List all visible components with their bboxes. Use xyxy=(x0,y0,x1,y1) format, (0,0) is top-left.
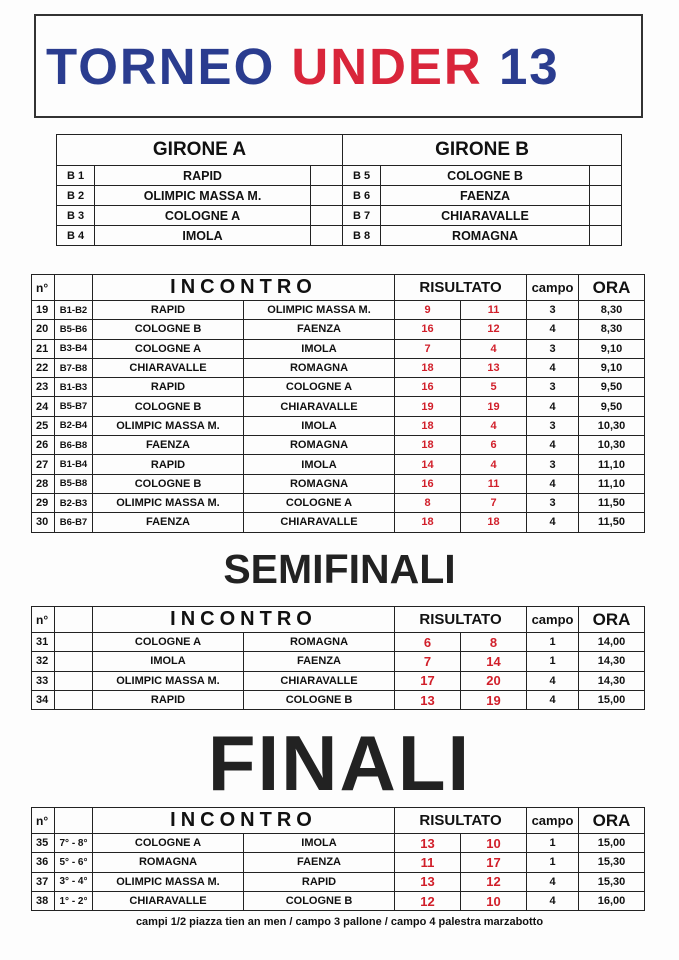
group-a-team: COLOGNE A xyxy=(95,206,311,226)
group-b-blank xyxy=(590,226,622,246)
header-row xyxy=(32,275,645,301)
header-number: n° xyxy=(32,808,55,834)
table-row xyxy=(32,671,645,690)
match-campo: 4 xyxy=(527,436,579,455)
match-pairing xyxy=(55,671,93,690)
away-score: 7 xyxy=(461,493,527,512)
match-number: 38 xyxy=(32,891,55,910)
group-a-code: B 3 xyxy=(57,206,95,226)
match-pairing: B5-B8 xyxy=(55,474,93,493)
header-campo: campo xyxy=(527,808,579,834)
away-team: CHIARAVALLE xyxy=(244,513,395,532)
header-result: RISULTATO xyxy=(395,275,527,301)
away-score: 4 xyxy=(461,455,527,474)
header-ora: ORA xyxy=(579,808,645,834)
match-number: 23 xyxy=(32,378,55,397)
match-pairing: B7-B8 xyxy=(55,358,93,377)
group-a-blank xyxy=(311,166,343,186)
match-pairing: 7° - 8° xyxy=(55,834,93,853)
home-score: 8 xyxy=(395,493,461,512)
match-campo: 3 xyxy=(527,455,579,474)
header-campo: campo xyxy=(527,275,579,301)
group-b-title: GIRONE B xyxy=(343,135,622,166)
home-team: RAPID xyxy=(93,455,244,474)
group-a-team: IMOLA xyxy=(95,226,311,246)
home-team: RAPID xyxy=(93,301,244,320)
header-row xyxy=(32,607,645,633)
header-blank xyxy=(55,607,93,633)
away-score: 13 xyxy=(461,358,527,377)
home-score: 12 xyxy=(395,891,461,910)
table-row xyxy=(32,378,645,397)
home-score: 19 xyxy=(395,397,461,416)
table-row xyxy=(32,633,645,652)
table-row xyxy=(32,513,645,532)
group-b-code: B 6 xyxy=(343,186,381,206)
away-team: IMOLA xyxy=(244,455,395,474)
home-team: IMOLA xyxy=(93,652,244,671)
match-time: 15,30 xyxy=(579,872,645,891)
match-time: 15,00 xyxy=(579,690,645,709)
home-score: 16 xyxy=(395,378,461,397)
header-number: n° xyxy=(32,275,55,301)
match-number: 32 xyxy=(32,652,55,671)
home-score: 16 xyxy=(395,320,461,339)
finals-title: FINALI xyxy=(207,719,472,807)
match-number: 24 xyxy=(32,397,55,416)
match-pairing: B1-B2 xyxy=(55,301,93,320)
match-number: 31 xyxy=(32,633,55,652)
away-team: IMOLA xyxy=(244,834,395,853)
away-team: ROMAGNA xyxy=(244,436,395,455)
match-number: 22 xyxy=(32,358,55,377)
away-team: ROMAGNA xyxy=(244,474,395,493)
group-matches-table xyxy=(31,274,645,533)
home-team: OLIMPIC MASSA M. xyxy=(93,671,244,690)
page-title xyxy=(46,37,560,96)
match-time: 11,10 xyxy=(579,455,645,474)
match-pairing: 1° - 2° xyxy=(55,891,93,910)
group-row xyxy=(57,186,622,206)
away-team: CHIARAVALLE xyxy=(244,397,395,416)
match-time: 15,30 xyxy=(579,853,645,872)
header-match: INCONTRO xyxy=(93,607,395,633)
home-team: ROMAGNA xyxy=(93,853,244,872)
title-word-2: UNDER xyxy=(291,37,483,95)
home-team: COLOGNE B xyxy=(93,320,244,339)
group-a-blank xyxy=(311,226,343,246)
match-campo: 4 xyxy=(527,474,579,493)
group-b-blank xyxy=(590,186,622,206)
away-team: ROMAGNA xyxy=(244,358,395,377)
home-team: COLOGNE A xyxy=(93,834,244,853)
match-campo: 4 xyxy=(527,671,579,690)
match-campo: 4 xyxy=(527,358,579,377)
table-row xyxy=(32,853,645,872)
match-campo: 3 xyxy=(527,301,579,320)
match-number: 35 xyxy=(32,834,55,853)
match-number: 19 xyxy=(32,301,55,320)
match-pairing: B6-B8 xyxy=(55,436,93,455)
match-pairing: B1-B4 xyxy=(55,455,93,474)
match-campo: 3 xyxy=(527,378,579,397)
header-row xyxy=(32,808,645,834)
away-team: FAENZA xyxy=(244,320,395,339)
header-number: n° xyxy=(32,607,55,633)
home-team: COLOGNE A xyxy=(93,339,244,358)
match-campo: 4 xyxy=(527,397,579,416)
match-number: 25 xyxy=(32,416,55,435)
group-b-code: B 5 xyxy=(343,166,381,186)
match-pairing xyxy=(55,690,93,709)
away-score: 20 xyxy=(461,671,527,690)
away-score: 5 xyxy=(461,378,527,397)
match-time: 11,50 xyxy=(579,493,645,512)
away-score: 12 xyxy=(461,320,527,339)
home-score: 13 xyxy=(395,872,461,891)
home-score: 7 xyxy=(395,339,461,358)
footer-note: campi 1/2 piazza tien an men / campo 3 pallone / campo 4 palestra marzabotto xyxy=(135,916,544,928)
home-team: RAPID xyxy=(93,378,244,397)
table-row xyxy=(32,834,645,853)
group-a-blank xyxy=(311,186,343,206)
match-time: 9,10 xyxy=(579,358,645,377)
match-campo: 4 xyxy=(527,872,579,891)
title-box xyxy=(34,14,643,118)
table-row xyxy=(32,652,645,671)
finals-table xyxy=(31,807,645,911)
away-score: 8 xyxy=(461,633,527,652)
match-number: 30 xyxy=(32,513,55,532)
match-campo: 3 xyxy=(527,339,579,358)
title-word-3: 13 xyxy=(498,37,560,95)
home-team: CHIARAVALLE xyxy=(93,891,244,910)
match-pairing: B1-B3 xyxy=(55,378,93,397)
away-team: OLIMPIC MASSA M. xyxy=(244,301,395,320)
match-number: 37 xyxy=(32,872,55,891)
group-a-team: OLIMPIC MASSA M. xyxy=(95,186,311,206)
header-ora: ORA xyxy=(579,607,645,633)
match-number: 21 xyxy=(32,339,55,358)
header-result: RISULTATO xyxy=(395,808,527,834)
match-pairing: 3° - 4° xyxy=(55,872,93,891)
group-b-code: B 8 xyxy=(343,226,381,246)
away-score: 10 xyxy=(461,834,527,853)
away-score: 4 xyxy=(461,416,527,435)
match-campo: 3 xyxy=(527,416,579,435)
table-row xyxy=(32,339,645,358)
match-number: 20 xyxy=(32,320,55,339)
home-team: OLIMPIC MASSA M. xyxy=(93,416,244,435)
match-number: 36 xyxy=(32,853,55,872)
away-team: COLOGNE A xyxy=(244,378,395,397)
home-score: 18 xyxy=(395,416,461,435)
match-pairing: B5-B7 xyxy=(55,397,93,416)
match-time: 15,00 xyxy=(579,834,645,853)
header-blank xyxy=(55,808,93,834)
table-row xyxy=(32,455,645,474)
away-score: 4 xyxy=(461,339,527,358)
header-match: INCONTRO xyxy=(93,275,395,301)
match-pairing: B3-B4 xyxy=(55,339,93,358)
away-team: IMOLA xyxy=(244,416,395,435)
match-time: 10,30 xyxy=(579,436,645,455)
group-row xyxy=(57,166,622,186)
match-number: 33 xyxy=(32,671,55,690)
match-number: 27 xyxy=(32,455,55,474)
group-a-blank xyxy=(311,206,343,226)
match-campo: 4 xyxy=(527,320,579,339)
away-team: COLOGNE A xyxy=(244,493,395,512)
table-row xyxy=(32,301,645,320)
match-campo: 4 xyxy=(527,690,579,709)
away-score: 11 xyxy=(461,301,527,320)
match-pairing: B2-B4 xyxy=(55,416,93,435)
away-team: FAENZA xyxy=(244,652,395,671)
match-time: 16,00 xyxy=(579,891,645,910)
group-a-title: GIRONE A xyxy=(57,135,343,166)
match-pairing xyxy=(55,652,93,671)
home-team: CHIARAVALLE xyxy=(93,358,244,377)
home-score: 13 xyxy=(395,834,461,853)
table-row xyxy=(32,397,645,416)
home-team: COLOGNE B xyxy=(93,474,244,493)
home-score: 14 xyxy=(395,455,461,474)
home-score: 11 xyxy=(395,853,461,872)
home-score: 17 xyxy=(395,671,461,690)
home-score: 16 xyxy=(395,474,461,493)
home-score: 18 xyxy=(395,513,461,532)
away-score: 6 xyxy=(461,436,527,455)
group-a-code: B 4 xyxy=(57,226,95,246)
match-number: 34 xyxy=(32,690,55,709)
match-pairing: B2-B3 xyxy=(55,493,93,512)
header-match: INCONTRO xyxy=(93,808,395,834)
table-row xyxy=(32,436,645,455)
group-b-blank xyxy=(590,166,622,186)
table-row xyxy=(32,474,645,493)
away-score: 11 xyxy=(461,474,527,493)
match-time: 14,00 xyxy=(579,633,645,652)
table-row xyxy=(32,891,645,910)
match-pairing: B5-B6 xyxy=(55,320,93,339)
away-score: 19 xyxy=(461,397,527,416)
away-score: 14 xyxy=(461,652,527,671)
home-score: 13 xyxy=(395,690,461,709)
away-score: 19 xyxy=(461,690,527,709)
group-b-code: B 7 xyxy=(343,206,381,226)
home-team: OLIMPIC MASSA M. xyxy=(93,872,244,891)
table-row xyxy=(32,493,645,512)
header-campo: campo xyxy=(527,607,579,633)
match-number: 26 xyxy=(32,436,55,455)
match-campo: 1 xyxy=(527,633,579,652)
match-campo: 4 xyxy=(527,891,579,910)
table-row xyxy=(32,690,645,709)
groups-table xyxy=(56,134,622,246)
match-time: 8,30 xyxy=(579,301,645,320)
match-pairing xyxy=(55,633,93,652)
title-word-1: TORNEO xyxy=(46,37,276,95)
home-team: FAENZA xyxy=(93,436,244,455)
away-team: COLOGNE B xyxy=(244,690,395,709)
group-a-team: RAPID xyxy=(95,166,311,186)
group-b-team: CHIARAVALLE xyxy=(381,206,590,226)
match-time: 14,30 xyxy=(579,671,645,690)
table-row xyxy=(32,320,645,339)
away-team: FAENZA xyxy=(244,853,395,872)
header-blank xyxy=(55,275,93,301)
match-campo: 1 xyxy=(527,652,579,671)
away-score: 12 xyxy=(461,872,527,891)
match-pairing: 5° - 6° xyxy=(55,853,93,872)
home-team: OLIMPIC MASSA M. xyxy=(93,493,244,512)
semifinals-title: SEMIFINALI xyxy=(223,546,456,592)
match-campo: 1 xyxy=(527,853,579,872)
match-campo: 4 xyxy=(527,513,579,532)
group-a-code: B 2 xyxy=(57,186,95,206)
match-number: 28 xyxy=(32,474,55,493)
group-b-blank xyxy=(590,206,622,226)
match-time: 11,10 xyxy=(579,474,645,493)
header-ora: ORA xyxy=(579,275,645,301)
home-score: 7 xyxy=(395,652,461,671)
table-row xyxy=(32,872,645,891)
group-row xyxy=(57,226,622,246)
match-pairing: B6-B7 xyxy=(55,513,93,532)
home-score: 6 xyxy=(395,633,461,652)
home-team: RAPID xyxy=(93,690,244,709)
home-team: FAENZA xyxy=(93,513,244,532)
match-time: 9,50 xyxy=(579,378,645,397)
semifinals-table xyxy=(31,606,645,710)
home-team: COLOGNE B xyxy=(93,397,244,416)
group-b-team: ROMAGNA xyxy=(381,226,590,246)
match-campo: 3 xyxy=(527,493,579,512)
group-b-team: COLOGNE B xyxy=(381,166,590,186)
away-team: RAPID xyxy=(244,872,395,891)
away-team: ROMAGNA xyxy=(244,633,395,652)
away-score: 18 xyxy=(461,513,527,532)
home-score: 18 xyxy=(395,436,461,455)
group-a-code: B 1 xyxy=(57,166,95,186)
away-score: 10 xyxy=(461,891,527,910)
match-time: 9,50 xyxy=(579,397,645,416)
match-time: 9,10 xyxy=(579,339,645,358)
home-score: 18 xyxy=(395,358,461,377)
table-row xyxy=(32,358,645,377)
match-time: 14,30 xyxy=(579,652,645,671)
match-time: 10,30 xyxy=(579,416,645,435)
match-time: 8,30 xyxy=(579,320,645,339)
home-score: 9 xyxy=(395,301,461,320)
group-b-team: FAENZA xyxy=(381,186,590,206)
table-row xyxy=(32,416,645,435)
match-time: 11,50 xyxy=(579,513,645,532)
away-score: 17 xyxy=(461,853,527,872)
home-team: COLOGNE A xyxy=(93,633,244,652)
header-result: RISULTATO xyxy=(395,607,527,633)
away-team: IMOLA xyxy=(244,339,395,358)
away-team: CHIARAVALLE xyxy=(244,671,395,690)
group-row xyxy=(57,206,622,226)
match-number: 29 xyxy=(32,493,55,512)
match-campo: 1 xyxy=(527,834,579,853)
away-team: COLOGNE B xyxy=(244,891,395,910)
